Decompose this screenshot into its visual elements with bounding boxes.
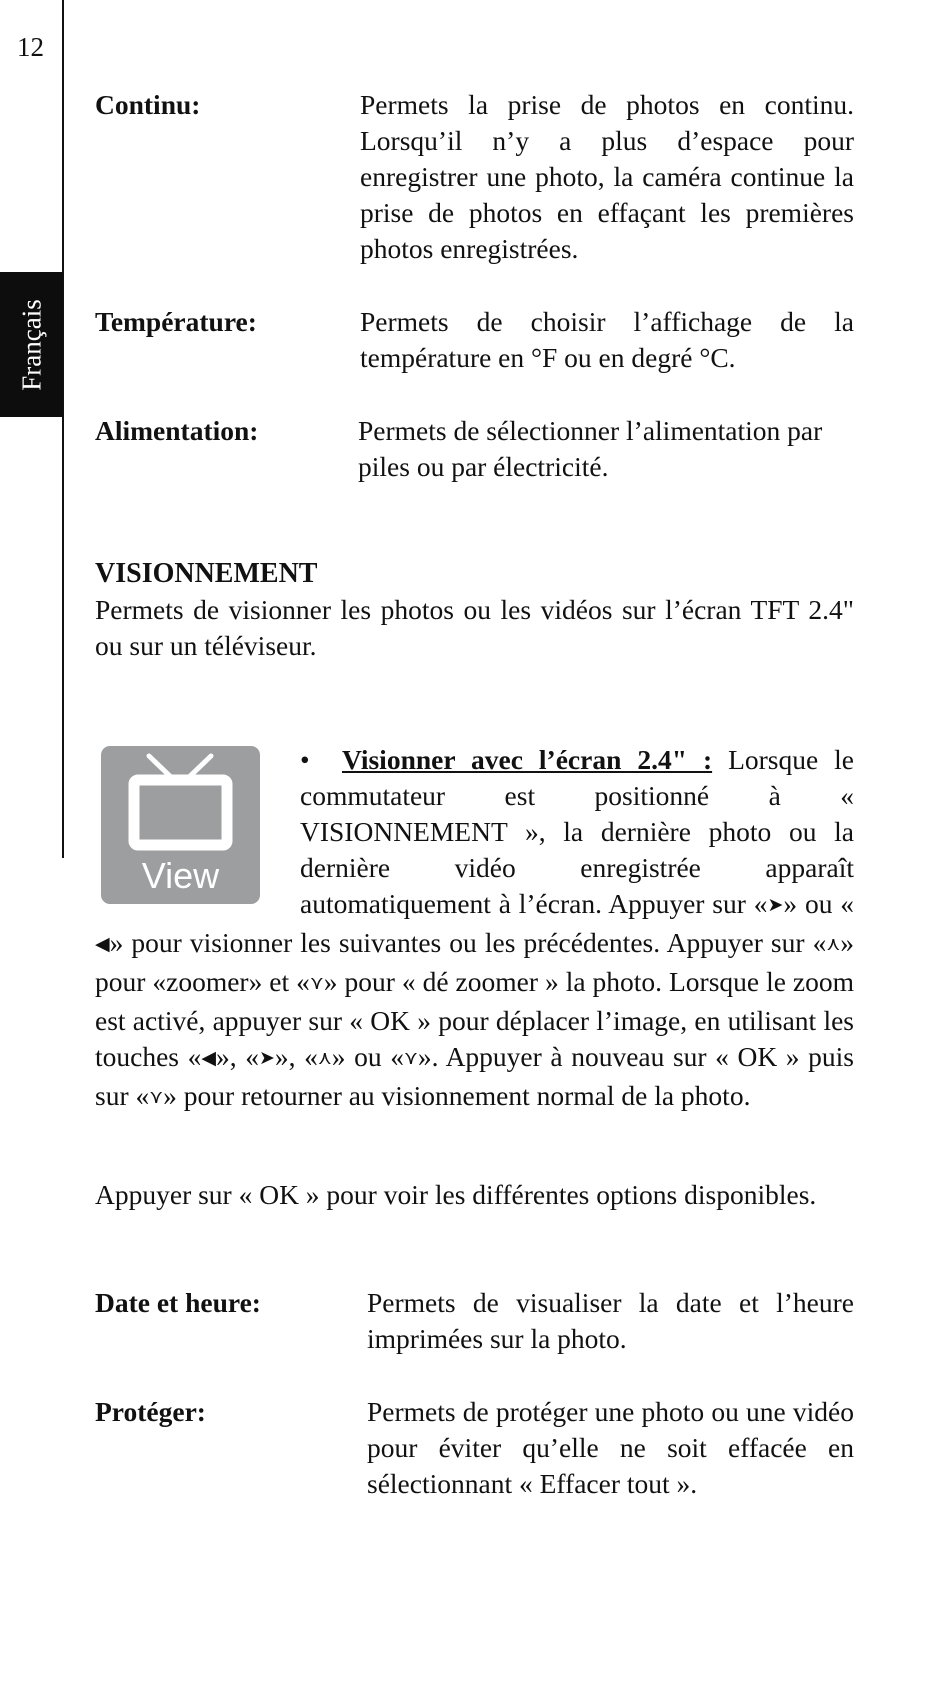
arrow-right-icon: ➤	[767, 894, 784, 916]
desc-proteger: Permets de protéger une photo ou une vidéo pour éviter qu’elle ne soit effacée en sélectionnant « Effacer tout ».	[367, 1396, 854, 1499]
view-text: » pour visionner les suivantes ou les précédentes. Appuyer sur «	[109, 927, 827, 958]
view-text: » pour « dé zoomer » la photo. Lorsque le zoom est activé, appuyer sur « OK » pour déplacer l’image, en utilisant les touches «	[95, 966, 854, 1072]
arrow-left-icon: ◀	[201, 1047, 216, 1069]
bullet: •	[300, 744, 310, 775]
view-text: ». Appuyer à nouveau sur « OK » puis sur «	[95, 1041, 854, 1111]
language-tab	[0, 272, 63, 417]
desc-date-heure: Permets de visualiser la date et l’heure imprimées sur la photo.	[367, 1287, 854, 1354]
view-subtitle: Visionner avec l’écran 2.4" :	[342, 744, 713, 775]
view-text: Lorsque le commutateur est positionné à « VISIONNEMENT », la dernière photo ou la dernière vidéo enregistrée apparaît automatiquement à l’écran. Appuyer sur «	[300, 744, 855, 919]
arrow-down-icon: ⋎	[403, 1047, 418, 1069]
section-intro: Permets de visionner les photos ou les vidéos sur l’écran TFT 2.4" ou sur un téléviseur.	[95, 594, 854, 661]
arrow-down-icon: ⋎	[309, 972, 324, 994]
arrow-up-icon: ⋏	[317, 1047, 332, 1069]
page-number: 12	[17, 32, 44, 62]
view-text: » ou «	[783, 888, 854, 919]
arrow-right-icon: ➤	[258, 1047, 275, 1069]
language-tab-label: Français	[16, 298, 46, 391]
view-instructions	[95, 742, 854, 1117]
arrow-down-icon: ⋎	[149, 1086, 164, 1108]
section-heading: VISIONNEMENT	[95, 558, 318, 589]
view-text: » pour «zoomer» et «	[95, 927, 854, 997]
term-temperature: Température:	[95, 306, 257, 337]
margin-rule	[62, 0, 64, 858]
arrow-up-icon: ⋏	[826, 933, 841, 955]
view-text: » ou «	[331, 1041, 404, 1072]
term-continu: Continu:	[95, 89, 201, 120]
view-icon-label: View	[141, 855, 220, 896]
ok-paragraph: Appuyer sur « OK » pour voir les différentes options disponibles.	[95, 1179, 817, 1210]
desc-continu: Permets la prise de photos en continu. Lorsqu’il n’y a plus d’espace pour enregistrer une photo, la caméra continue la prise de photos en effaçant les premières photos enregistrées.	[360, 89, 854, 264]
view-text: », «	[215, 1041, 259, 1072]
term-date-heure: Date et heure:	[95, 1287, 261, 1318]
view-text: » pour retourner au visionnement normal de la photo.	[163, 1080, 751, 1111]
arrow-left-icon: ◀	[95, 933, 110, 955]
icon-spacer	[95, 742, 300, 922]
desc-temperature: Permets de choisir l’affichage de la température en °F ou en degré °C.	[360, 306, 854, 373]
term-alimentation: Alimentation:	[95, 415, 259, 446]
term-proteger: Protéger:	[95, 1396, 206, 1427]
desc-alimentation: Permets de sélectionner l’alimentation par piles ou par électricité.	[358, 415, 823, 482]
view-text: », «	[274, 1041, 318, 1072]
